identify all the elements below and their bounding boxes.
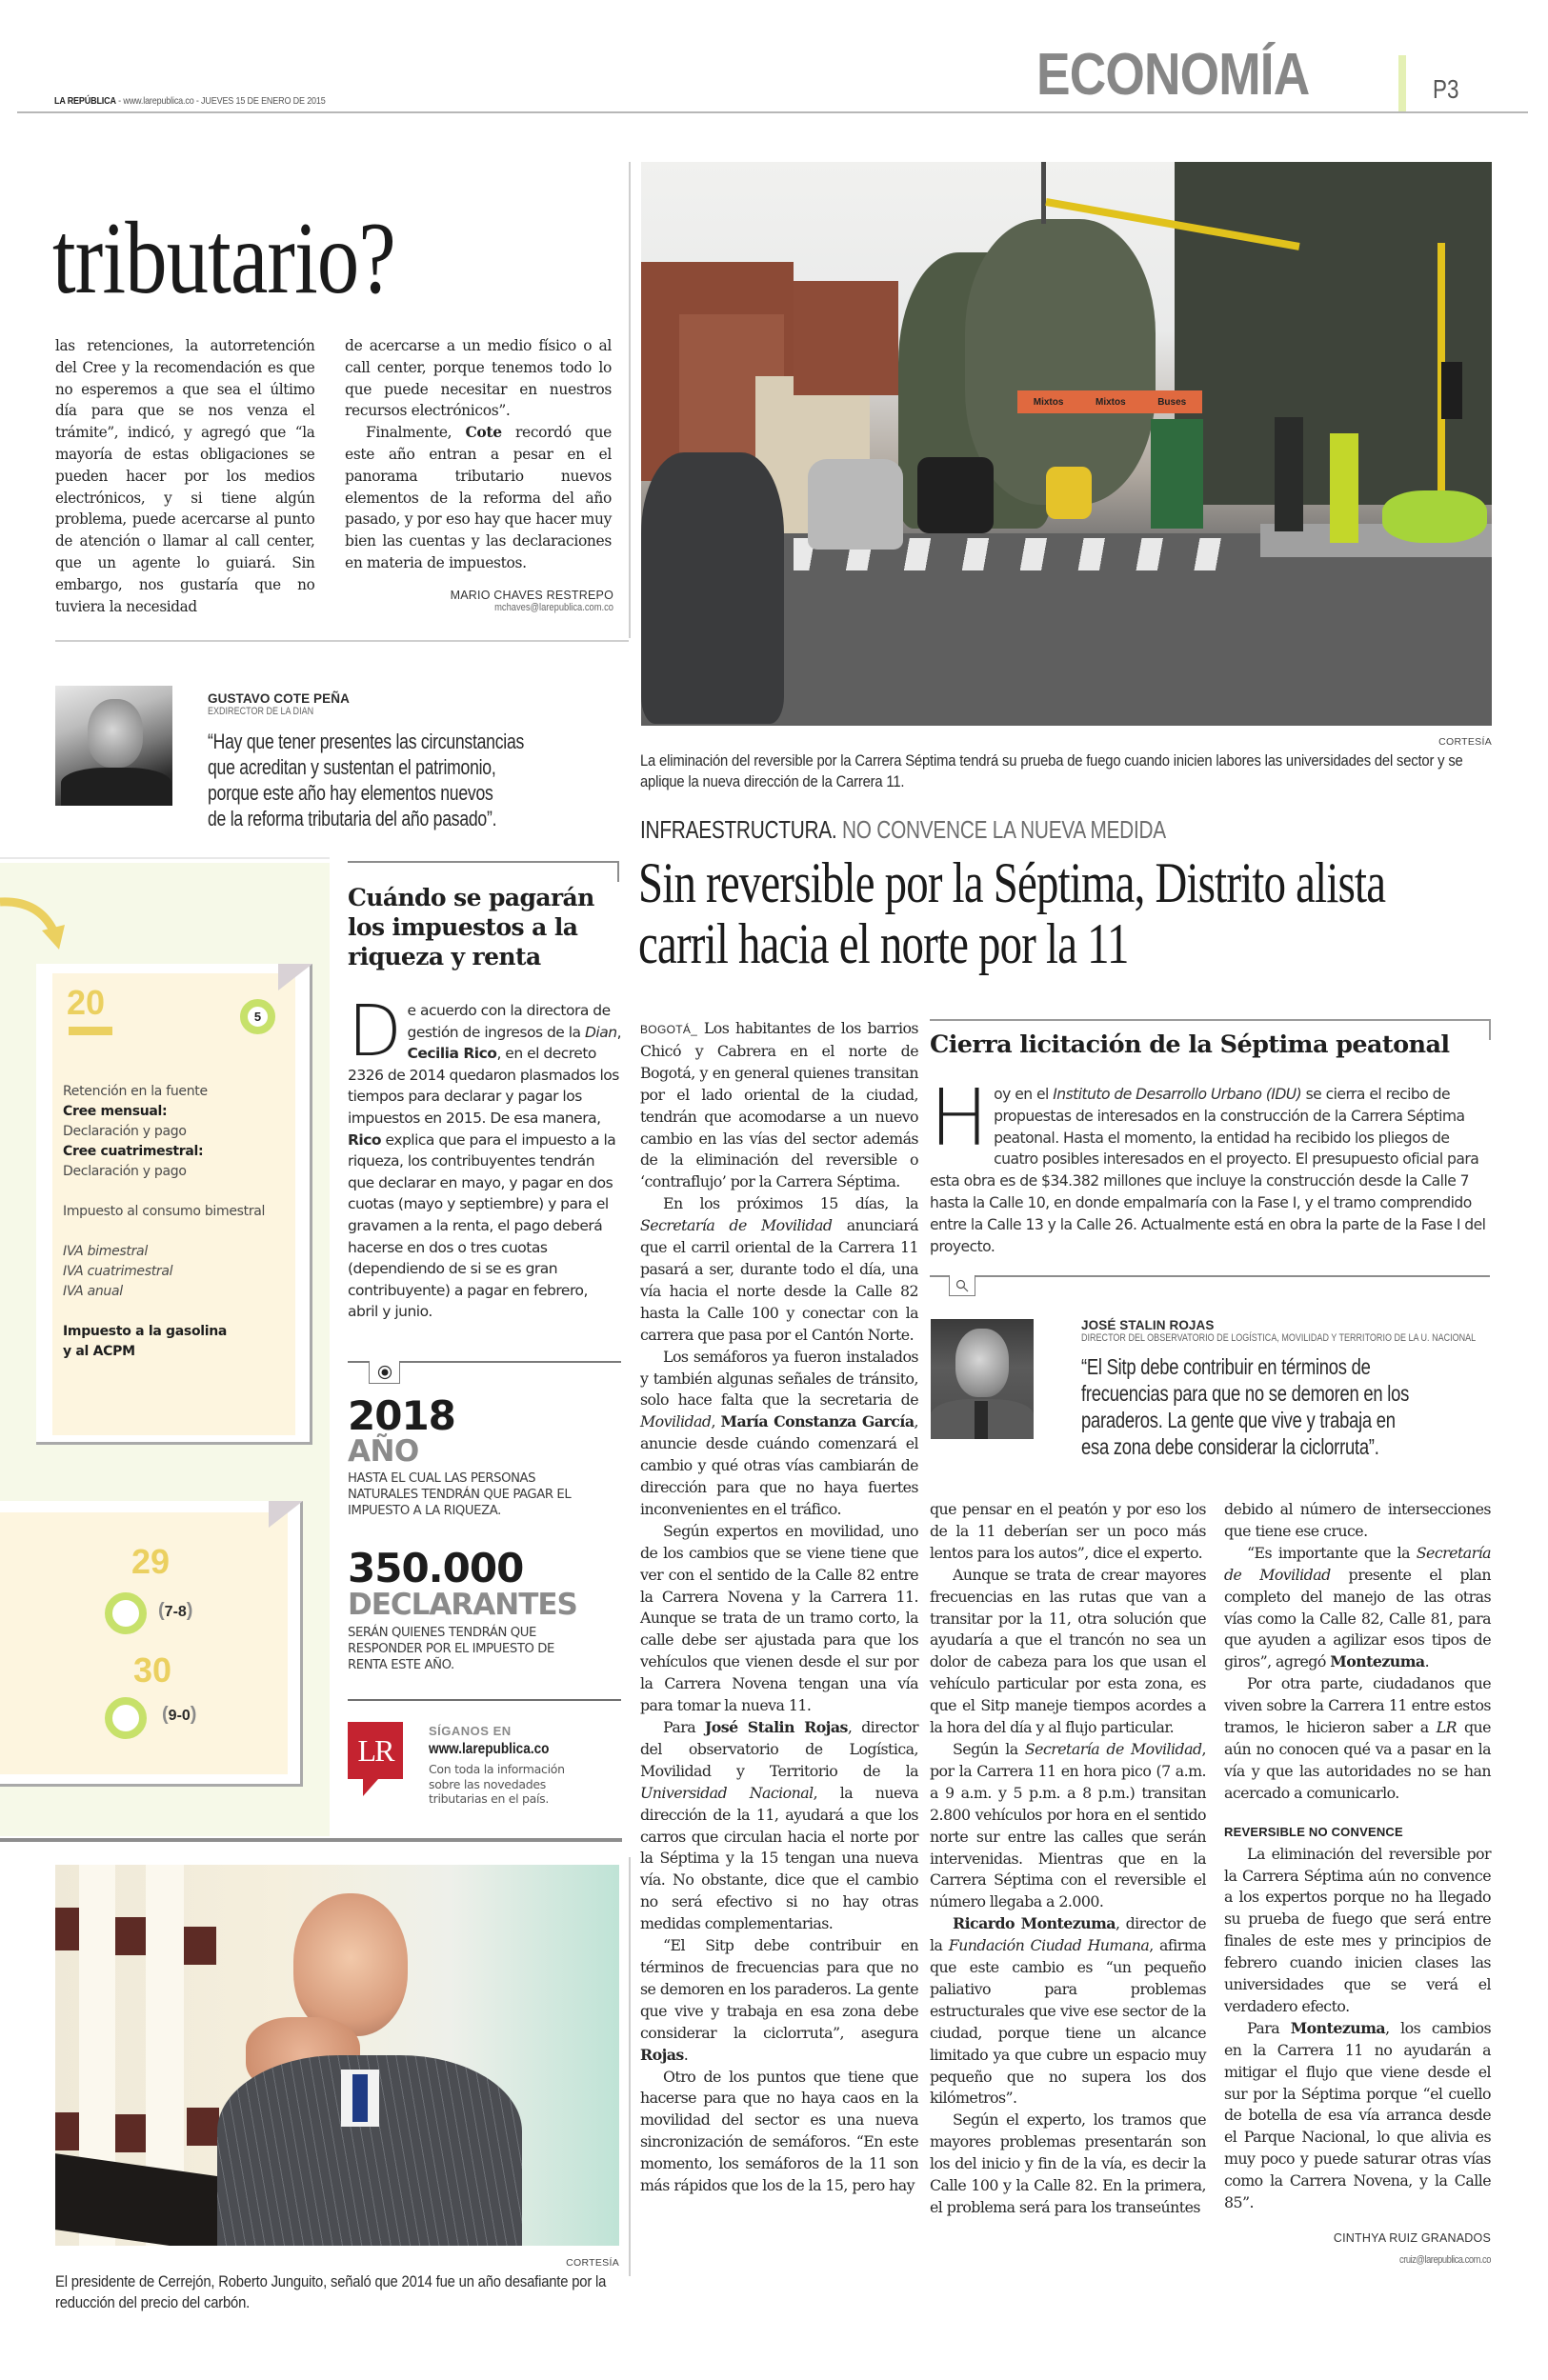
stat-description: SERÁN QUIENES TENDRÁN QUE RESPONDER POR EL IMPUESTO DE RENTA ESTE AÑO. <box>348 1626 554 1672</box>
byline <box>1224 2228 1491 2271</box>
quote-line: esa zona debe considerar la ciclorruta”. <box>1081 1434 1379 1459</box>
obligations-list <box>63 1082 301 1362</box>
text: Los semáforos ya fueron instalados y también algunas señales de tránsito, solo hace falta que la secretaria de <box>640 1347 918 1410</box>
entity-name: Secretaría de Movilidad <box>1024 1739 1202 1758</box>
photo-credit: CORTESÍA <box>566 2257 619 2269</box>
paragraph <box>930 1913 1206 2110</box>
portrait-jose-stalin-rojas <box>931 1319 1034 1439</box>
drop-cap: D <box>348 990 402 1072</box>
text: oy en el <box>994 1086 1054 1103</box>
magnifier-icon <box>949 1275 975 1296</box>
kicker-subtitle: NO CONVENCE LA NUEVA MEDIDA <box>836 815 1166 844</box>
list-item: Impuesto a la gasolina <box>63 1324 228 1339</box>
entity-name: Fundación Ciudad Humana <box>948 1936 1150 1955</box>
sign-label: Mixtos <box>1033 396 1064 408</box>
person-name: Montezuma <box>1330 1652 1425 1671</box>
text: anunciará que el carril oriental de la Carrera 11 pasará a ser, durante todo el día, una vía hacia el norte desde la Calle 82 hasta la Calle 100 y conectar con la carrera que pasa por el Cantón Norte. <box>640 1216 919 1344</box>
spacer <box>63 1302 301 1322</box>
entity-name: Universidad Nacional <box>640 1783 814 1802</box>
text: presente el plan completo del manejo de las otras vías como la Calle 82, Calle 81, para que ayuden a agilizar esos tipos de giros”, agregó <box>1224 1565 1491 1671</box>
text: que aún no conocen qué va a pasar en la vía y que las autoridades no se han acercado a comunicarlo. <box>1224 1718 1491 1802</box>
lane-sign <box>1017 390 1202 413</box>
section-title: ECONOMÍA <box>1036 42 1310 108</box>
column-divider <box>629 162 631 638</box>
text: , los cambios en la Carrera 11 no ayudarán a mitigar el flujo que viene desde el sur por la Séptima porque “el cuello de botella de esa vía arranca desde el Parque Nacional, lo que alivia es muy poco y puede saturar otras vías como la Carrera Novena, y la Calle 85”. <box>1224 2018 1491 2212</box>
section-divider <box>329 1838 622 1842</box>
entity-name: Secretaría de Movilidad <box>640 1216 833 1235</box>
publication-name: LA REPÚBLICA <box>54 95 116 107</box>
calendar-card-day-20 <box>36 964 312 1445</box>
day-number: 30 <box>133 1650 172 1690</box>
sidebar-body <box>348 990 622 1323</box>
article-kicker <box>640 815 1166 845</box>
masthead <box>54 95 326 107</box>
paragraph: debido al número de intersecciones que tiene ese cruce. <box>1224 1500 1491 1540</box>
text: “El Sitp debe contribuir en términos de frecuencias para que no se demoren en los paraderos. La gente que vive y trabaja en esa zona debe considerar la ciclorruta”, asegura <box>640 1936 918 2042</box>
day-underline <box>69 1027 112 1035</box>
paragraph <box>345 422 612 574</box>
curved-arrow-icon <box>0 890 76 957</box>
entity-name: Dian <box>585 1023 617 1041</box>
photo-caption: El presidente de Cerrejón, Roberto Junguito, señaló que 2014 fue un año desafiante por la reducción del precio del carbón. <box>55 2272 607 2311</box>
text: , anuncie desde cuándo comenzará el cambio y qué otras vías cambiarán de dirección para que no haya fuertes inconvenientes en el tráfico. <box>640 1412 918 1518</box>
paragraph <box>640 1018 918 1193</box>
stat-description: HASTA EL CUAL LAS PERSONAS NATURALES TENDRÁN QUE PAGAR EL IMPUESTO A LA RIQUEZA. <box>348 1471 572 1518</box>
entity-name: Secretaría de Movilidad <box>1224 1543 1491 1584</box>
separator: - <box>115 95 124 107</box>
stat-label: DECLARANTES <box>348 1588 577 1622</box>
ring-icon <box>105 1697 147 1739</box>
text: En los próximos 15 días, la <box>663 1194 918 1213</box>
separator: - <box>193 95 202 107</box>
stat-block-declarantes <box>348 1545 624 1673</box>
author-name: CINTHYA RUIZ GRANADOS <box>1333 2231 1491 2245</box>
follow-link[interactable]: www.larepublica.co <box>429 1741 550 1757</box>
photo-carrera-septima <box>641 162 1492 726</box>
person-name: María Constanza García <box>720 1412 915 1431</box>
paragraph: Según el experto, los tramos que mayores problemas presentarán son los del inicio y fin de la vía, es decir la Calle 100 y la Calle 82. En la primera, el problema será para los transeúntes <box>930 2110 1206 2216</box>
list-item: Cree mensual: <box>63 1104 168 1119</box>
person-name: Ricardo Montezuma <box>953 1914 1116 1933</box>
paragraph: de acercarse a un medio físico o al call center, porque tenemos todo lo que puede necesitar en nuestros recursos electrónicos”. <box>345 337 612 420</box>
list-item: y al ACPM <box>63 1344 135 1359</box>
follow-description: Con toda la información sobre las novedades tributarias en el país. <box>429 1762 565 1806</box>
stat-number: 350.000 <box>348 1545 524 1591</box>
person-name: Rojas <box>640 2045 684 2064</box>
text: , director de la <box>930 1914 1206 1955</box>
paragraph <box>640 1193 918 1346</box>
person-name: Cote <box>465 423 502 442</box>
paragraph <box>1224 1543 1491 1673</box>
article-column-2 <box>930 1499 1206 2219</box>
section-divider <box>55 640 629 642</box>
text: explica que para el impuesto a la riqueza, los contribuyentes tendrán que declarar en mayo, y pagar en dos cuotas (mayo y septiembre) y para el gravamen a la renta, el pago deberá hacerse en dos o tres cuotas (dependiendo de si se es gran contribuyente) a pagar en febrero, abril y junio. <box>348 1130 616 1321</box>
text: e acuerdo con la directora de gestión de ingresos de la <box>407 1002 611 1041</box>
follow-heading: SÍGANOS EN <box>429 1724 512 1738</box>
list-item: Retención en la fuente <box>63 1084 208 1099</box>
author-email[interactable]: cruiz@larepublica.com.co <box>1399 2253 1491 2266</box>
text: Finalmente, <box>366 424 466 442</box>
box-top-rule <box>930 1019 1490 1021</box>
photo-credit: CORTESÍA <box>1438 736 1492 748</box>
article-column-1 <box>55 335 314 617</box>
list-item: IVA cuatrimestral <box>63 1264 173 1279</box>
quote-line: paraderos. La gente que vive y trabaja en <box>1081 1408 1396 1432</box>
spacer <box>63 1182 301 1202</box>
issue-date: JUEVES 15 DE ENERO DE 2015 <box>201 95 326 107</box>
portrait-gustavo-cote <box>55 686 172 806</box>
author-email[interactable]: mchaves@larepublica.com.co <box>494 602 613 613</box>
paragraph: que pensar en el peatón y por eso los de la 11 deberían ser un poco más lentos para los autos”, dice el experto. <box>930 1500 1206 1562</box>
article-column-3 <box>1224 1499 1491 2271</box>
sidebar-body <box>930 1073 1490 1257</box>
article-subhead: REVERSIBLE NO CONVENCE <box>1224 1824 1403 1839</box>
paragraph <box>640 1935 918 2066</box>
quote-block <box>1081 1318 1500 1460</box>
quote-text <box>1081 1353 1493 1460</box>
dateline: BOGOTÁ_ <box>640 1023 698 1036</box>
website-link[interactable]: www.larepublica.co <box>123 95 194 107</box>
text: , director del observatorio de Logística, Movilidad y Territorio de la <box>640 1718 918 1780</box>
stat-number: 2018 <box>348 1392 455 1439</box>
section-accent-bar <box>1398 55 1406 112</box>
quote-line: “Hay que tener presentes las circunstancias <box>208 730 525 753</box>
list-item: Declaración y pago <box>63 1124 187 1139</box>
nit-digits: (9-0) <box>162 1704 197 1725</box>
digits: 9-0 <box>168 1708 191 1724</box>
follow-us-block <box>429 1724 619 1807</box>
text: , <box>616 1023 622 1041</box>
page-number: P3 <box>1433 74 1459 104</box>
text: , afirma que este cambio es “un pequeño paliativo para problemas estructurales que vive ese sector de la ciudad, porque tiene un alcance limitado ya que cubre un espacio muy pequeño que no supera los dos kilómetros”. <box>930 1936 1206 2108</box>
text: , la nueva dirección de la 11, ayudará a que los carros que circulan hacia el norte por la Séptima y la 15 tengan una nueva vía. No obstante, dice que el cambio no será efectivo si no hay otras medidas complementarias. <box>640 1783 919 1933</box>
paragraph <box>640 1347 918 1521</box>
article-headline: Sin reversible por la Séptima, Distrito alista carril hacia el norte por la 11 <box>638 851 1386 975</box>
text: Los habitantes de los barrios Chicó y Cabrera en el norte de Bogotá, y en general quienes transitan por el lado oriental de la ciudad, tendrán que acomodarse a un nuevo cambio en las vías del sector además de la eliminación del reversible o ‘contraflujo’ por la Carrera Séptima. <box>640 1019 918 1191</box>
quote-author-name: JOSÉ STALIN ROJAS <box>1081 1318 1215 1332</box>
entity-name: Instituto de Desarrollo Urbano (IDU) <box>1053 1086 1302 1103</box>
text: Según la <box>953 1739 1025 1758</box>
person-name: Montezuma <box>1290 2018 1386 2037</box>
calendar-card-days-29-30 <box>0 1501 303 1787</box>
article-column-2 <box>345 335 612 574</box>
person-name: Rico <box>348 1130 382 1149</box>
quote-block <box>208 691 627 831</box>
text: Para <box>1247 2018 1291 2037</box>
paragraph <box>930 1739 1206 1913</box>
paragraph <box>1224 2018 1491 2214</box>
quote-author-role: DIRECTOR DEL OBSERVATORIO DE LOGÍSTICA, MOVILIDAD Y TERRITORIO DE LA U. NACIONAL <box>1081 1332 1477 1344</box>
box-top-rule <box>348 861 619 863</box>
logo-text: LR <box>348 1722 403 1779</box>
list-item: IVA anual <box>63 1284 123 1299</box>
paragraph: Otro de los puntos que tiene que hacerse para que no haya caos en la movilidad del sector es una nueva sincronización de semáforos. “En este momento, los semáforos de la 11 son más rápidos que los de la 15, pero hay <box>640 2067 918 2195</box>
text: . <box>683 2045 689 2064</box>
section-divider <box>0 1838 330 1842</box>
list-item: Cree cuatrimestral: <box>63 1144 204 1159</box>
quote-top-rule <box>930 1275 1490 1277</box>
stat-block-2018 <box>348 1392 624 1519</box>
header-divider <box>17 111 1528 113</box>
list-item: Impuesto al consumo bimestral <box>63 1204 266 1219</box>
quote-text <box>208 729 619 831</box>
drop-cap: H <box>930 1073 989 1164</box>
stat-label: AÑO <box>348 1434 419 1469</box>
quote-line: de la reforma tributaria del año pasado”. <box>208 807 497 830</box>
digits: 7-8 <box>164 1604 187 1620</box>
sign-label: Buses <box>1157 396 1187 408</box>
paragraph: La eliminación del reversible por la Carrera Séptima aún no convence a los expertos porque no ha llegado su prueba de fuego que será entre finales de este mes y principios de febrero cuando inicien clases las universidades que se verá el verdadero efecto. <box>1224 1844 1491 2015</box>
paragraph: Aunque se trata de crear mayores frecuencias en las rutas que van a transitar por la 11, otra solución que ayudaría a que el trancón no sea un dolor de cabeza para los que usan el vehículo particular por esta zona, es que el Sitp maneje tiempos acordes a la hora del día y al flujo particular. <box>930 1565 1206 1737</box>
target-icon <box>369 1361 400 1384</box>
text: , por la Carrera 11 en hora pico (7 a.m. a 9 a.m. y 5 p.m. a 8 p.m.) transitan 2.800 vehículos por hora en el sentido norte sur entre las calles que serán intervenidas. Mientras que en la Carrera Séptima con el reversible el número llegaba a 2.000. <box>930 1739 1206 1911</box>
box-corner-rule <box>1489 1019 1491 1040</box>
larepublica-logo[interactable] <box>348 1722 403 1796</box>
nit-digits: (7-8) <box>158 1600 193 1621</box>
paragraph <box>1224 1673 1491 1804</box>
nit-digit-badge <box>240 999 275 1034</box>
person-name: Cecilia Rico <box>407 1045 497 1063</box>
text: se cierra el recibo de propuestas de interesados en la construcción de la Carrera Séptima peatonal. Hasta el momento, la entidad ha recibido los pliegos de cuatro posibles interesados en el proyecto. El presupuesto oficial para esta obra es de $34.382 millones que incluye la construcción desde la Calle 7 hasta la Calle 10, en donde empalmaría con la Fase I, y el tramo comprendido entre la Calle 13 y la Calle 26. Actualmente está en obra la parte de la Fase I del proyecto. <box>930 1086 1486 1255</box>
column-divider <box>629 1857 631 2276</box>
text: , en el decreto 2326 de 2014 quedaron plasmados los tiempos para declarar y pagar los impuestos en 2015. De esa manera, <box>348 1045 619 1127</box>
quote-author-role: EXDIRECTOR DE LA DIAN <box>208 706 314 717</box>
kicker-category: INFRAESTRUCTURA. <box>640 815 837 844</box>
section-divider <box>0 857 330 859</box>
follow-top-rule <box>348 1699 621 1701</box>
person-name: José Stalin Rojas <box>704 1718 848 1736</box>
paragraph: las retenciones, la autorretención del Cree y la recomendación es que no esperemos a que sea el último día para que se nos venza el trámite”, indicó, y agregó que “la mayoría de estas obligaciones se pueden hacer por los medios electrónicos, y si tiene algún problema, puede acercarse al punto de atención o llamar al call center, que un agente lo guiará. Sin embargo, nos gustaría que no tuviera la necesidad <box>55 337 315 615</box>
spacer <box>63 1222 301 1242</box>
text: “Es importante que la <box>1247 1543 1417 1562</box>
text: , <box>711 1412 721 1431</box>
sidebar-headline: Cierra licitación de la Séptima peatonal <box>930 1030 1450 1059</box>
day-number: 20 <box>67 983 106 1022</box>
speech-tail <box>363 1779 378 1796</box>
quote-line: “El Sitp debe contribuir en términos de <box>1081 1354 1371 1379</box>
sign-label: Mixtos <box>1095 396 1126 408</box>
article-column-1 <box>640 1018 918 2197</box>
article-headline-fragment: tributario? <box>52 202 395 315</box>
quote-line: porque este año hay elementos nuevos <box>208 781 493 805</box>
entity-name: Movilidad <box>640 1412 712 1431</box>
author-name: MARIO CHAVES RESTREPO <box>450 589 613 602</box>
box-corner-rule <box>617 861 619 882</box>
text: Para <box>663 1718 705 1736</box>
photo-roberto-junguito <box>55 1865 619 2246</box>
byline <box>345 589 613 613</box>
list-item: Declaración y pago <box>63 1164 187 1179</box>
text: recordó que este año entran a pesar en el panorama tributario nuevos elementos de la reforma del año pasado, y por eso hay que hacer muy bien las cuentas y las declaraciones en materia de impuestos. <box>345 424 612 571</box>
day-number: 29 <box>131 1542 171 1581</box>
entity-name: LR <box>1436 1718 1457 1737</box>
ring-icon <box>105 1592 147 1634</box>
paragraph: Según expertos en movilidad, uno de los cambios que se viene tiene que ver con el sentido de la Calle 82 entre la Carrera Novena y la Carrera 11. Aunque se trata de un tramo corto, la calle debe ser ajustada para que los vehículos que vienen desde el sur por la Carrera Novena tengan una vía para tomar la nueva 11. <box>640 1521 918 1715</box>
sidebar-headline: Cuándo se pagarán los impuestos a la riqueza y renta <box>348 884 594 970</box>
quote-author-name: GUSTAVO COTE PEÑA <box>208 691 350 706</box>
nit-digit: 5 <box>253 1010 262 1024</box>
text: Por otra parte, ciudadanos que viven sobre la Carrera 11 entre estos tramos, le hicieron saber a <box>1224 1674 1491 1737</box>
text: . <box>1424 1652 1430 1671</box>
quote-line: que acreditan y sustentan el patrimonio, <box>208 755 496 779</box>
photo-caption: La eliminación del reversible por la Carrera Séptima tendrá su prueba de fuego cuando inicien labores las universidades del sector y se aplique la nueva dirección de la Carrera 11. <box>640 751 1463 790</box>
list-item: IVA bimestral <box>63 1244 148 1259</box>
quote-line: frecuencias para que no se demoren en los <box>1081 1381 1410 1406</box>
paragraph <box>640 1717 918 1935</box>
